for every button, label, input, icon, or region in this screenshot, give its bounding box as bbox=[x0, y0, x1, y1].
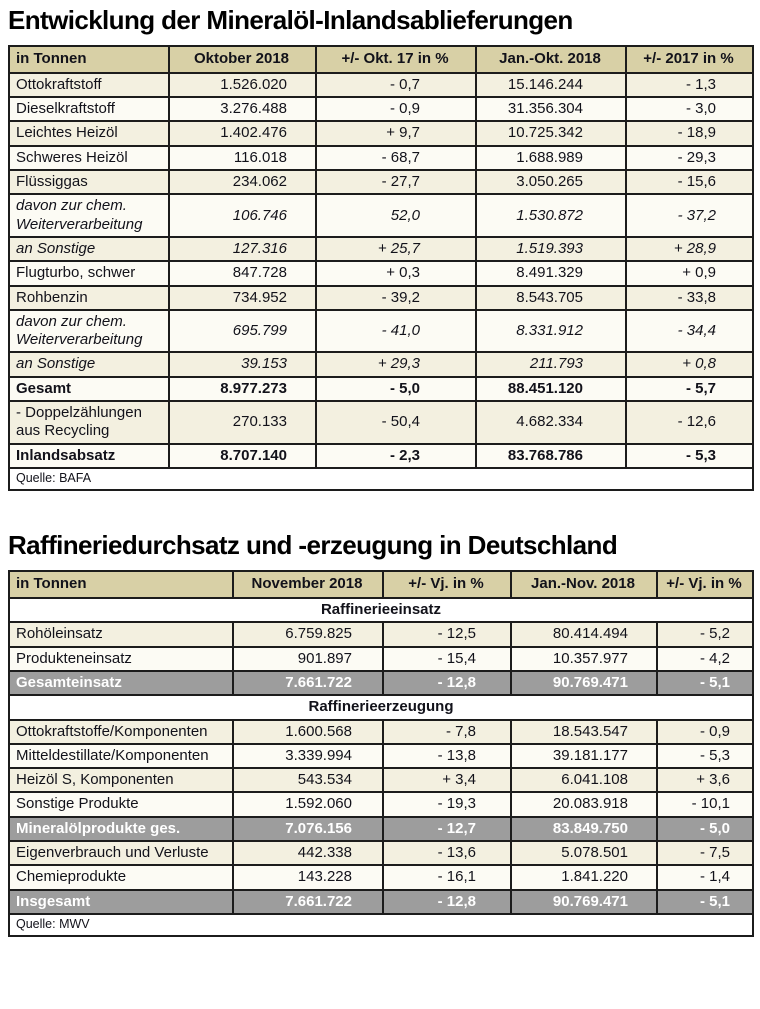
column-header: +/- Okt. 17 in % bbox=[316, 46, 476, 73]
value-cell: 6.759.825 bbox=[233, 622, 383, 646]
value-cell: 10.357.977 bbox=[511, 647, 657, 671]
table-row bbox=[9, 146, 753, 170]
value-cell: + 25,7 bbox=[316, 237, 476, 261]
value-cell: - 7,8 bbox=[383, 720, 511, 744]
table-row bbox=[9, 744, 753, 768]
value-cell: 90.769.471 bbox=[511, 671, 657, 695]
row-label: an Sonstige bbox=[9, 352, 169, 376]
row-label: Produkteneinsatz bbox=[9, 647, 233, 671]
value-cell: - 5,1 bbox=[657, 671, 753, 695]
section-row bbox=[9, 695, 753, 719]
value-cell: 5.078.501 bbox=[511, 841, 657, 865]
value-cell: - 5,3 bbox=[626, 444, 753, 468]
table-row bbox=[9, 401, 753, 444]
source-row bbox=[9, 468, 753, 490]
value-cell: - 5,3 bbox=[657, 744, 753, 768]
value-cell: - 10,1 bbox=[657, 792, 753, 816]
row-label: Eigenverbrauch und Verluste bbox=[9, 841, 233, 865]
table-row bbox=[9, 97, 753, 121]
table-row bbox=[9, 865, 753, 889]
value-cell: 8.491.329 bbox=[476, 261, 626, 285]
value-cell: 116.018 bbox=[169, 146, 316, 170]
value-cell: - 34,4 bbox=[626, 310, 753, 353]
value-cell: + 28,9 bbox=[626, 237, 753, 261]
column-header: in Tonnen bbox=[9, 46, 169, 73]
value-cell: 270.133 bbox=[169, 401, 316, 444]
value-cell: 1.519.393 bbox=[476, 237, 626, 261]
refinery-table bbox=[8, 570, 754, 937]
table-row bbox=[9, 286, 753, 310]
table-row bbox=[9, 768, 753, 792]
row-label: Heizöl S, Komponenten bbox=[9, 768, 233, 792]
value-cell: 7.661.722 bbox=[233, 890, 383, 914]
column-header: Jan.-Nov. 2018 bbox=[511, 571, 657, 598]
value-cell: - 0,7 bbox=[316, 73, 476, 97]
value-cell: - 12,8 bbox=[383, 671, 511, 695]
value-cell: 734.952 bbox=[169, 286, 316, 310]
value-cell: - 18,9 bbox=[626, 121, 753, 145]
refinery-table-title: Raffineriedurchsatz und -erzeugung in Deutschland bbox=[8, 530, 618, 561]
value-cell: 901.897 bbox=[233, 647, 383, 671]
table-row bbox=[9, 377, 753, 401]
value-cell: 8.707.140 bbox=[169, 444, 316, 468]
value-cell: 8.543.705 bbox=[476, 286, 626, 310]
value-cell: + 0,3 bbox=[316, 261, 476, 285]
value-cell: - 7,5 bbox=[657, 841, 753, 865]
value-cell: - 0,9 bbox=[657, 720, 753, 744]
value-cell: 83.849.750 bbox=[511, 817, 657, 841]
value-cell: + 9,7 bbox=[316, 121, 476, 145]
row-label: Dieselkraftstoff bbox=[9, 97, 169, 121]
value-cell: - 29,3 bbox=[626, 146, 753, 170]
column-header: in Tonnen bbox=[9, 571, 233, 598]
value-cell: 1.526.020 bbox=[169, 73, 316, 97]
row-label: an Sonstige bbox=[9, 237, 169, 261]
value-cell: 211.793 bbox=[476, 352, 626, 376]
value-cell: - 3,0 bbox=[626, 97, 753, 121]
value-cell: - 2,3 bbox=[316, 444, 476, 468]
value-cell: 543.534 bbox=[233, 768, 383, 792]
row-label: davon zur chem. Weiterverarbeitung bbox=[9, 310, 169, 353]
source-row bbox=[9, 914, 753, 936]
value-cell: 1.530.872 bbox=[476, 194, 626, 237]
value-cell: 127.316 bbox=[169, 237, 316, 261]
header-row bbox=[9, 571, 753, 598]
value-cell: + 0,9 bbox=[626, 261, 753, 285]
row-label: - Doppelzählungen aus Recycling bbox=[9, 401, 169, 444]
total-row bbox=[9, 671, 753, 695]
value-cell: 39.153 bbox=[169, 352, 316, 376]
value-cell: - 39,2 bbox=[316, 286, 476, 310]
row-label: Insgesamt bbox=[9, 890, 233, 914]
row-label: Inlandsabsatz bbox=[9, 444, 169, 468]
table-row bbox=[9, 792, 753, 816]
row-label: Schweres Heizöl bbox=[9, 146, 169, 170]
row-label: Ottokraftstoff bbox=[9, 73, 169, 97]
table-row bbox=[9, 261, 753, 285]
value-cell: + 29,3 bbox=[316, 352, 476, 376]
value-cell: 90.769.471 bbox=[511, 890, 657, 914]
value-cell: + 3,6 bbox=[657, 768, 753, 792]
deliveries-table-title: Entwicklung der Mineralöl-Inlandsablieferungen bbox=[8, 5, 573, 35]
row-label: Gesamteinsatz bbox=[9, 671, 233, 695]
row-label: Rohöleinsatz bbox=[9, 622, 233, 646]
value-cell: - 12,8 bbox=[383, 890, 511, 914]
value-cell: - 19,3 bbox=[383, 792, 511, 816]
table-row bbox=[9, 237, 753, 261]
value-cell: - 15,4 bbox=[383, 647, 511, 671]
column-header: +/- Vj. in % bbox=[657, 571, 753, 598]
table-source: Quelle: BAFA bbox=[9, 468, 753, 490]
value-cell: 18.543.547 bbox=[511, 720, 657, 744]
value-cell: 4.682.334 bbox=[476, 401, 626, 444]
value-cell: 1.592.060 bbox=[233, 792, 383, 816]
value-cell: 3.276.488 bbox=[169, 97, 316, 121]
table-row bbox=[9, 310, 753, 353]
total-row bbox=[9, 817, 753, 841]
column-header: Jan.-Okt. 2018 bbox=[476, 46, 626, 73]
value-cell: - 13,6 bbox=[383, 841, 511, 865]
value-cell: 39.181.177 bbox=[511, 744, 657, 768]
column-header: +/- Vj. in % bbox=[383, 571, 511, 598]
value-cell: 52,0 bbox=[316, 194, 476, 237]
row-label: Rohbenzin bbox=[9, 286, 169, 310]
value-cell: - 16,1 bbox=[383, 865, 511, 889]
value-cell: 8.331.912 bbox=[476, 310, 626, 353]
value-cell: - 41,0 bbox=[316, 310, 476, 353]
value-cell: 442.338 bbox=[233, 841, 383, 865]
value-cell: 83.768.786 bbox=[476, 444, 626, 468]
value-cell: 234.062 bbox=[169, 170, 316, 194]
value-cell: 1.600.568 bbox=[233, 720, 383, 744]
section-row bbox=[9, 598, 753, 622]
row-label: Leichtes Heizöl bbox=[9, 121, 169, 145]
value-cell: 6.041.108 bbox=[511, 768, 657, 792]
value-cell: + 0,8 bbox=[626, 352, 753, 376]
table-row bbox=[9, 121, 753, 145]
value-cell: - 12,6 bbox=[626, 401, 753, 444]
value-cell: - 15,6 bbox=[626, 170, 753, 194]
value-cell: 8.977.273 bbox=[169, 377, 316, 401]
row-label: Gesamt bbox=[9, 377, 169, 401]
value-cell: - 50,4 bbox=[316, 401, 476, 444]
value-cell: 31.356.304 bbox=[476, 97, 626, 121]
column-header: November 2018 bbox=[233, 571, 383, 598]
row-label: davon zur chem. Weiterverarbeitung bbox=[9, 194, 169, 237]
value-cell: - 5,7 bbox=[626, 377, 753, 401]
total-row bbox=[9, 890, 753, 914]
value-cell: 10.725.342 bbox=[476, 121, 626, 145]
value-cell: - 5,2 bbox=[657, 622, 753, 646]
value-cell: - 1,4 bbox=[657, 865, 753, 889]
row-label: Ottokraftstoffe/Komponenten bbox=[9, 720, 233, 744]
value-cell: - 5,0 bbox=[316, 377, 476, 401]
value-cell: - 5,1 bbox=[657, 890, 753, 914]
value-cell: - 13,8 bbox=[383, 744, 511, 768]
value-cell: + 3,4 bbox=[383, 768, 511, 792]
table-source: Quelle: MWV bbox=[9, 914, 753, 936]
value-cell: 88.451.120 bbox=[476, 377, 626, 401]
value-cell: - 1,3 bbox=[626, 73, 753, 97]
value-cell: 7.076.156 bbox=[233, 817, 383, 841]
value-cell: 3.339.994 bbox=[233, 744, 383, 768]
row-label: Flüssiggas bbox=[9, 170, 169, 194]
row-label: Mineralölprodukte ges. bbox=[9, 817, 233, 841]
value-cell: - 12,5 bbox=[383, 622, 511, 646]
table-row bbox=[9, 170, 753, 194]
value-cell: - 37,2 bbox=[626, 194, 753, 237]
row-label: Flugturbo, schwer bbox=[9, 261, 169, 285]
row-label: Sonstige Produkte bbox=[9, 792, 233, 816]
column-header: +/- 2017 in % bbox=[626, 46, 753, 73]
value-cell: - 5,0 bbox=[657, 817, 753, 841]
section-label: Raffinerieeinsatz bbox=[9, 598, 753, 622]
value-cell: 20.083.918 bbox=[511, 792, 657, 816]
table-row bbox=[9, 444, 753, 468]
table-row bbox=[9, 352, 753, 376]
value-cell: 15.146.244 bbox=[476, 73, 626, 97]
header-row bbox=[9, 46, 753, 73]
value-cell: - 4,2 bbox=[657, 647, 753, 671]
deliveries-table bbox=[8, 45, 754, 491]
value-cell: 143.228 bbox=[233, 865, 383, 889]
value-cell: - 33,8 bbox=[626, 286, 753, 310]
value-cell: 1.688.989 bbox=[476, 146, 626, 170]
value-cell: - 27,7 bbox=[316, 170, 476, 194]
table-row bbox=[9, 720, 753, 744]
table-row bbox=[9, 647, 753, 671]
value-cell: - 68,7 bbox=[316, 146, 476, 170]
row-label: Mitteldestillate/Komponenten bbox=[9, 744, 233, 768]
table-row bbox=[9, 73, 753, 97]
value-cell: 1.841.220 bbox=[511, 865, 657, 889]
value-cell: 3.050.265 bbox=[476, 170, 626, 194]
value-cell: 106.746 bbox=[169, 194, 316, 237]
value-cell: 847.728 bbox=[169, 261, 316, 285]
table-row bbox=[9, 194, 753, 237]
column-header: Oktober 2018 bbox=[169, 46, 316, 73]
row-label: Chemieprodukte bbox=[9, 865, 233, 889]
value-cell: - 12,7 bbox=[383, 817, 511, 841]
value-cell: 7.661.722 bbox=[233, 671, 383, 695]
table-row bbox=[9, 841, 753, 865]
value-cell: 695.799 bbox=[169, 310, 316, 353]
table-row bbox=[9, 622, 753, 646]
value-cell: 80.414.494 bbox=[511, 622, 657, 646]
section-label: Raffinerieerzeugung bbox=[9, 695, 753, 719]
value-cell: 1.402.476 bbox=[169, 121, 316, 145]
value-cell: - 0,9 bbox=[316, 97, 476, 121]
